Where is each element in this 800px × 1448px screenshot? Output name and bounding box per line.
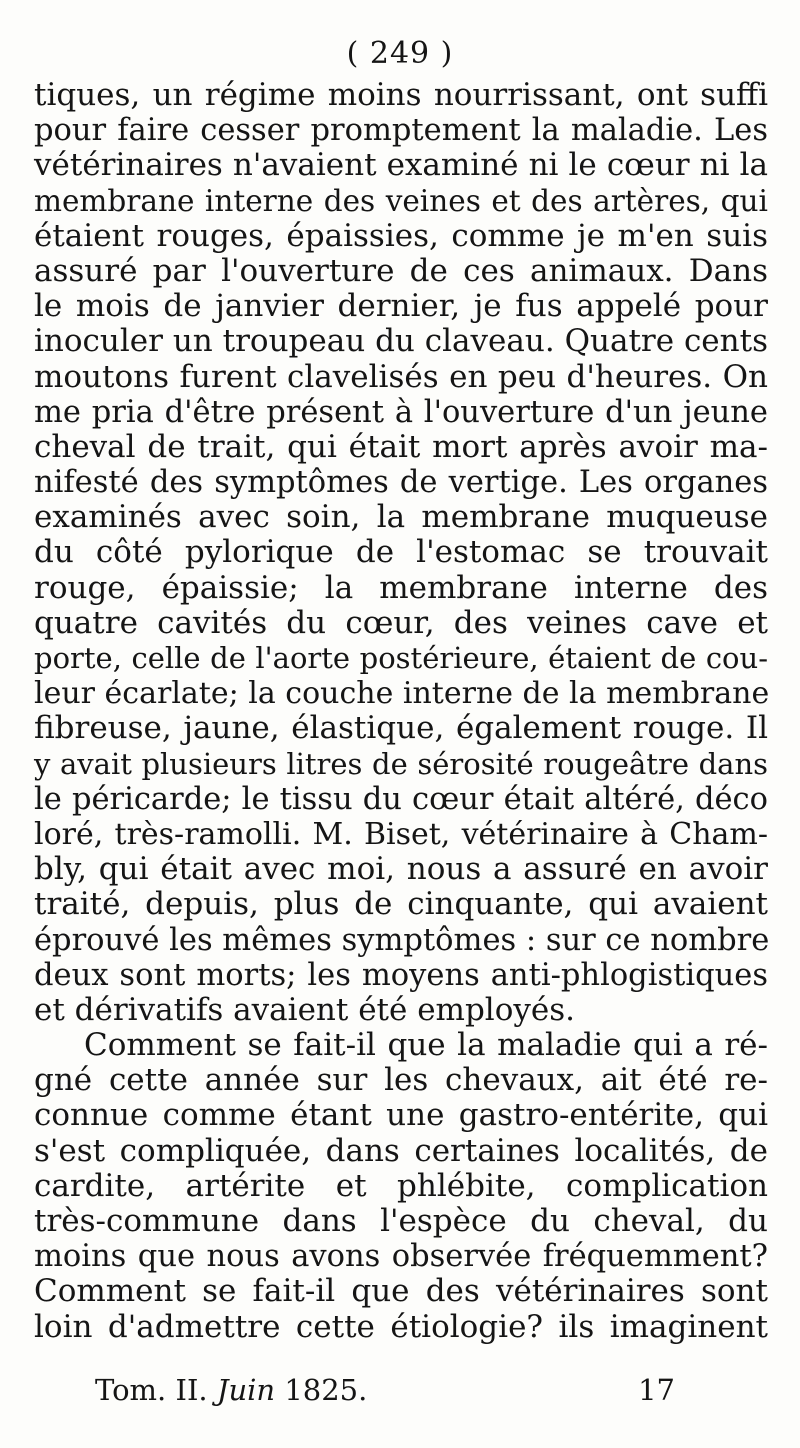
volume-date-mark [95,1370,367,1410]
text-line: s'est compliquée, dans certaines localités, de [34,1132,768,1169]
text-line: traité, depuis, plus de cinquante, qui avaient [34,886,768,923]
text-line: étaient rouges, épaissies, comme je m'en suis [34,217,768,254]
text-line: pour faire cesser promptement la maladie. Les [34,113,768,149]
text-line: très-commune dans l'espèce du cheval, du [34,1203,768,1239]
paragraph-end-line: et dérivatifs avaient été employés. [34,991,575,1028]
text-line: nifesté des symptômes de vertige. Les organes [34,465,768,501]
year-label: 1825. [284,1373,368,1407]
text-line: Comment se fait-il que des vétérinaires sont [34,1273,768,1310]
signature-number: 17 [638,1373,675,1407]
text-line: cardite, artérite et phlébite, complication [34,1167,768,1204]
text-line: tiques, un régime moins nourrissant, ont suffi [34,77,768,113]
text-line: examinés avec soin, la membrane muqueuse [34,499,768,536]
text-line: gné cette année sur les chevaux, ait été re- [34,1062,768,1099]
month-label: Juin [216,1373,276,1407]
text-line: loin d'admettre cette étiologie? ils imaginent [34,1308,768,1345]
text-line: quatre cavités du cœur, des veines cave et [34,604,768,641]
text-line: deux sont morts; les moyens anti-phlogistiques [34,957,768,993]
text-line: inoculer un troupeau du claveau. Quatre cents [34,323,768,360]
text-line: fibreuse, jaune, élastique, également rouge. Il [34,710,768,747]
text-line: connue comme étant une gastro-entérite, qui [34,1097,768,1134]
text-line: moins que nous avons observée fréquemment? [34,1239,768,1275]
text-line: le mois de janvier dernier, je fus appelé pour [34,288,768,325]
body-text [34,78,768,1345]
text-line: loré, très-ramolli. M. Biset, vétérinaire à Cham- [34,816,768,852]
paragraph-start-line: Comment se fait-il que la maladie qui a ré- [84,1027,768,1064]
page-number-header: ( 249 ) [346,36,454,71]
text-line: vétérinaires n'avaient examiné ni le cœur ni la [34,147,768,184]
text-line: du côté pylorique de l'estomac se trouvait [34,534,768,571]
text-line: porte, celle de l'aorte postérieure, étaient de cou- [34,641,768,675]
text-line: rouge, épaissie; la membrane interne des [34,569,768,606]
signature-footer [95,1370,675,1410]
text-line: le péricarde; le tissu du cœur était altéré, déco [34,781,768,817]
text-line: leur écarlate; la couche interne de la membrane [34,676,770,712]
text-line: assuré par l'ouverture de ces animaux. Dans [34,252,768,289]
text-line: moutons furent clavelisés en peu d'heures. On [34,358,768,395]
text-line: éprouvé les mêmes symptômes : sur ce nombre [34,922,770,958]
tome-label: Tom. II. [95,1373,208,1407]
text-line: me pria d'être présent à l'ouverture d'un jeune [34,394,768,430]
text-line: cheval de trait, qui était mort après avoir ma- [34,428,768,465]
text-line: membrane interne des veines et des artères, qui [34,183,768,218]
text-line: y avait plusieurs litres de sérosité rougeâtre dans [34,746,768,781]
text-line: bly, qui était avec moi, nous a assuré en avoir [34,851,768,888]
